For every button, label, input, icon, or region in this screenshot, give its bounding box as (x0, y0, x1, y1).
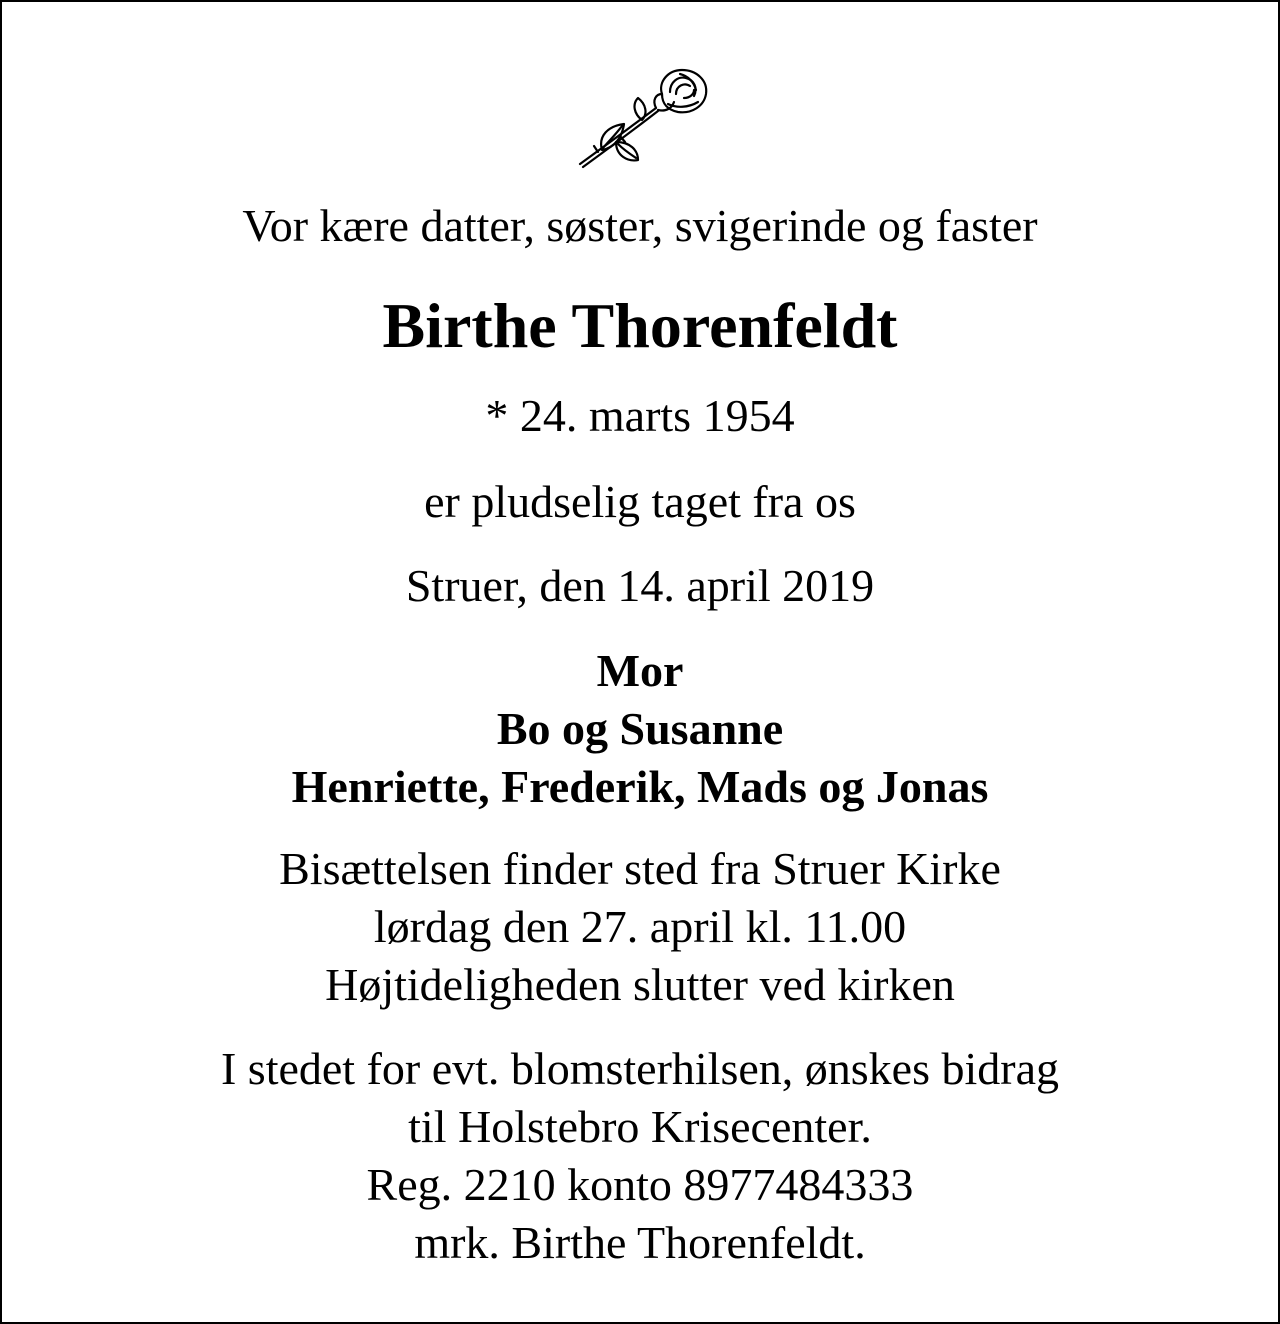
passing-text: er pludselig taget fra os (424, 476, 856, 527)
family-line: Mor (596, 645, 684, 696)
funeral-details (2, 840, 1278, 1014)
service-line: lørdag den 27. april kl. 11.00 (373, 901, 907, 952)
rose-icon (572, 64, 712, 172)
donation-details (2, 1040, 1278, 1272)
deceased-name: Birthe Thorenfeldt (382, 290, 898, 361)
family-line: Bo og Susanne (496, 703, 784, 754)
family-names (2, 642, 1278, 816)
donation-line: Reg. 2210 konto 8977484333 (366, 1159, 914, 1210)
donation-line: I stedet for evt. blomsterhilsen, ønskes bidrag (220, 1043, 1060, 1094)
donation-line: mrk. Birthe Thorenfeldt. (414, 1217, 866, 1268)
place-and-date: Struer, den 14. april 2019 (405, 560, 875, 611)
donation-line: til Holstebro Krisecenter. (408, 1101, 872, 1152)
family-line: Henriette, Frederik, Mads og Jonas (291, 761, 989, 812)
service-line: Bisættelsen finder sted fra Struer Kirke (279, 843, 1001, 894)
intro-text: Vor kære datter, søster, svigerinde og faster (242, 200, 1038, 251)
birth-date: * 24. marts 1954 (485, 390, 795, 441)
service-line: Højtideligheden slutter ved kirken (325, 959, 955, 1010)
